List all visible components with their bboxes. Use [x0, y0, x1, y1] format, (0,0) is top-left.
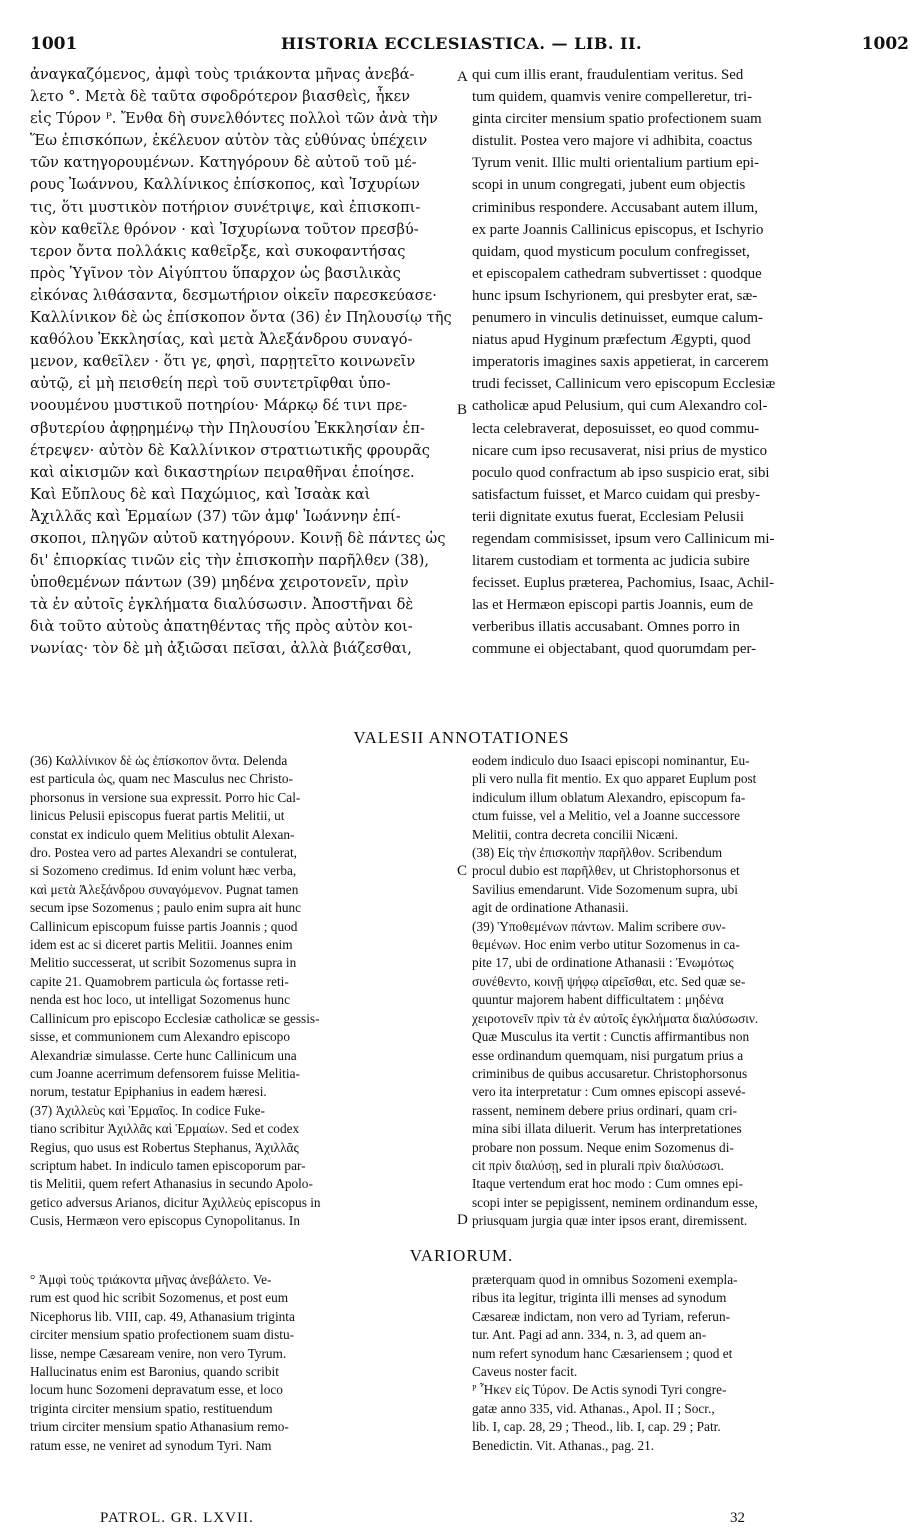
- text-line: verberibus illatis accusabant. Omnes porro in: [472, 619, 740, 636]
- annotations-right-column: [472, 752, 910, 1231]
- text-line: έτρεψεν· αὐτὸν δὲ Καλλίνικον στρατιωτικῆς φρουρᾶς: [30, 441, 430, 459]
- text-line: νωνίας· τὸν δὲ μὴ ἀξιῶσαι πεῖσαι, ἀλλὰ βιάζεσθαι,: [30, 640, 412, 658]
- text-line: (38) Εἰς τὴν ἐπισκοπὴν παρῆλθον. Scribendum: [472, 845, 723, 861]
- text-line: capite 21. Quamobrem particula ὡς fortasse reti-: [30, 973, 289, 989]
- page-number-right: 1002: [861, 34, 909, 54]
- text-line: Καλλίνικον δὲ ὡς ἐπίσκοπον ὄντα (36) ἐν Πηλουσίῳ τῆς: [30, 309, 452, 327]
- text-line: pite 17, ubi de ordinatione Athanasii : Ἐνωμότως: [472, 955, 734, 971]
- text-line: quuntur majorem habent difficultatem : μηδένα: [472, 992, 724, 1008]
- footer-signature: 32: [730, 1510, 745, 1526]
- text-line: ἀναγκαζόμενος, ἀμφὶ τοὺς τριάκοντα μῆνας ἀνεβά-: [30, 66, 415, 83]
- text-line: tis Melitii, quem refert Athanasius in secundo Apolo-: [30, 1176, 313, 1192]
- text-line: scopi in unum congregati, jubent eum objectis: [472, 177, 746, 194]
- footer-series: PATROL. GR. LXVII.: [100, 1510, 254, 1526]
- text-line: si Sozomeno credimus. Id enim volunt hæc verba,: [30, 863, 297, 879]
- text-line: ginta circiter mensium spatio profectionem suam: [472, 111, 762, 128]
- text-line: getico adversus Arianos, dicitur Ἀχιλλεὺς episcopus in: [30, 1194, 321, 1210]
- text-line: penumero in vinculis detinuisset, eumque calum-: [472, 310, 763, 327]
- text-line: idem est ac si diceret partis Melitii. Joannes enim: [30, 937, 293, 953]
- latin-text-column: [472, 64, 908, 661]
- text-line: locum hunc Sozomeni depravatum esse, et loco: [30, 1382, 283, 1398]
- text-line: ribus ita legitur, triginta illi menses ad synodum: [472, 1290, 727, 1306]
- text-line: imperatoris imagines saxis appetierat, in carcerem: [472, 354, 769, 371]
- text-line: rassent, neminem debere prius ordinari, quam cri-: [472, 1102, 738, 1118]
- text-line: est particula ὡς, quam nec Masculus nec Christo-: [30, 771, 293, 787]
- text-line: las et Hermæon episcopi partis Joannis, eum de: [472, 597, 754, 614]
- text-line: λετο °. Μετὰ δὲ ταῦτα σφοδρότερον βιασθεὶς, ἧκεν: [30, 88, 411, 106]
- text-line: Callinicum pro episcopo Ecclesiæ catholicæ se gessis-: [30, 1010, 320, 1026]
- text-line: triginta circiter mensium spatio, restituendum: [30, 1400, 273, 1416]
- text-line: τῶν κατηγορουμένων. Κατηγόρουν δὲ αὐτοῦ τοῦ μέ-: [30, 154, 417, 172]
- text-line: Nicephorus lib. VIII, cap. 49, Athanasium triginta: [30, 1308, 295, 1324]
- text-line: κὸν καθεῖλε θρόνον · καὶ Ἰσχυρίωνα τοῦτον πρεσβύ-: [30, 220, 419, 238]
- text-line: Cæsareæ indictam, non vero ad Tyriam, referun-: [472, 1308, 731, 1324]
- text-line: Tyrum venit. Illic multi orientalium partium epi-: [472, 155, 760, 172]
- text-line: commune ei objectabant, quod quorumdam per-: [472, 641, 757, 658]
- text-line: Quæ Musculus ita vertit : Cunctis affirmantibus non: [472, 1029, 750, 1045]
- text-line: trium circiter mensium spatio Athanasium remo-: [30, 1419, 289, 1435]
- text-line: rum est quod hic scribit Sozomenus, et post eum: [30, 1290, 289, 1306]
- text-line: Itaque vertendum erat hoc modo : Cum omnes epi-: [472, 1176, 744, 1192]
- text-line: εἰκόνας λιθάσαντα, δεσμωτήριον οἰκεῖν παρεσκεύασε·: [30, 286, 437, 304]
- text-line: lib. I, cap. 28, 29 ; Theod., lib. I, cap. 29 ; Patr.: [472, 1419, 721, 1435]
- text-line: dro. Postea vero ad partes Alexandri se contulerat,: [30, 845, 297, 861]
- margin-marker-a: A: [457, 69, 468, 85]
- text-line: circiter mensium spatio profectionem suam distu-: [30, 1327, 295, 1343]
- text-line: distulit. Postea vero majore vi adhibita, coactus: [472, 133, 753, 150]
- text-line: ὑποθεμένων πάντων (39) μηδένα χειροτονεῖν, πρὶν: [30, 574, 409, 592]
- text-line: eodem indiculo duo Isaaci episcopi nominantur, Eu-: [472, 753, 750, 768]
- text-line: præterquam quod in omnibus Sozomeni exempla-: [472, 1272, 738, 1287]
- variorum-heading: VARIORUM.: [409, 1246, 514, 1265]
- text-line: Regius, quo usus est Robertus Stephanus, Ἀχιλλᾶς: [30, 1139, 299, 1155]
- text-line: quidam, quod mysticum poculum confregisset,: [472, 243, 750, 260]
- text-line: priusquam jurgia quæ inter ipsos erant, diremissent.: [472, 1213, 748, 1229]
- text-line: Callinicum episcopum fuisse partis Joannis ; quod: [30, 918, 298, 934]
- text-line: διὰ τοῦτο αὐτοὺς ἀπατηθέντας τῆς πρὸς αὐτὸν κοι-: [30, 618, 413, 636]
- text-line: num refert synodum hanc Cæsariensem ; quod et: [472, 1345, 733, 1361]
- text-line: satisfactum fuisset, et Marco cuidam qui presby-: [472, 486, 761, 503]
- text-line: sisse, et communionem cum Alexandro episcopo: [30, 1029, 290, 1045]
- text-line: linicus Pelusii episcopus fuerat partis Melitii, ut: [30, 808, 285, 824]
- text-line: qui cum illis erant, fraudulentiam veritus. Sed: [472, 67, 744, 83]
- margin-marker-c: C: [457, 863, 468, 879]
- text-line: norum, testatur Epiphanius in eadem hæresi.: [30, 1084, 267, 1100]
- variorum-right-column: [472, 1271, 910, 1455]
- text-line: criminibus de quibus accusaretur. Christophorsonus: [472, 1065, 748, 1081]
- text-line: χειροτονεῖν πρὶν τὰ ἐν αὐτοῖς ἐγκλήματα διαλύσωσιν.: [472, 1010, 759, 1026]
- text-line: συνέθεντο, κοινῇ ψήφῳ αἱρεῖσθαι, etc. Sed quæ se-: [472, 973, 746, 989]
- text-line: Melitio successerat, ut scribit Sozomenus supra in: [30, 955, 297, 971]
- annotations-heading: VALESII ANNOTATIONES: [353, 728, 570, 747]
- text-line: σβυτερίου ἀφῃρημένῳ τὴν Πηλουσίου Ἐκκλησίαν ἐπ-: [30, 419, 425, 437]
- text-line: cit πρὶν διαλύσῃ, sed in plurali πρὶν διαλύσωσι.: [472, 1157, 724, 1173]
- text-line: καὶ μετὰ Ἀλεξάνδρου συναγόμενον. Pugnat tamen: [30, 881, 299, 897]
- margin-marker-b: B: [457, 402, 468, 418]
- text-line: poculo quod confractum ab ipso suspicio erat, sibi: [472, 464, 770, 481]
- text-line: καὶ αἰκισμῶν καὶ δικαστηρίων πειραθῆναι ἐποίησε.: [30, 463, 415, 481]
- text-line: scriptum habet. In indiculo tamen episcoporum par-: [30, 1157, 306, 1173]
- text-line: indiculum illum oblatum Alexandro, episcopum fa-: [472, 789, 746, 805]
- text-line: τερον ὄντα πολλάκις καθεῖρξε, καὶ συκοφαντήσας: [30, 242, 406, 260]
- text-line: σκοποι, πληγῶν αὐτοῦ κατηγόρουν. Κοινῇ δὲ πάντες ὡς: [30, 529, 446, 547]
- text-line: πρὸς Ὑγῖνον τὸν Αἰγύπτου ὕπαρχον ὡς βασιλικὰς: [30, 264, 401, 282]
- text-line: (36) Καλλίνικον δὲ ὡς ἐπίσκοπον ὄντα. Delenda: [30, 753, 288, 768]
- text-line: ᴾ Ἧκεν εἰς Τύρον. De Actis synodi Tyri congre-: [472, 1382, 727, 1398]
- text-line: esse ordinandum quemquam, nisi purgatum prius a: [472, 1047, 744, 1063]
- text-line: δι' ἐπιορκίας τινῶν εἰς τὴν ἐπισκοπὴν παρῆλθεν (38),: [30, 552, 430, 570]
- text-line: αὐτῷ, εἰ μὴ πεισθείη περὶ τοῦ συντετρῖφθαι ὑπο-: [30, 375, 391, 393]
- text-line: Καὶ Εὔπλους δὲ καὶ Παχώμιος, καὶ Ἰσαὰκ καὶ: [30, 485, 371, 503]
- text-line: τὰ ἐν αὐτοῖς ἐγκλήματα διαλύσωσιν. Ἀποστῆναι δὲ: [30, 596, 414, 614]
- text-line: phorsonus in versione sua expressit. Porro hic Cal-: [30, 789, 301, 805]
- page-number-left: 1001: [30, 34, 78, 54]
- text-line: tur. Ant. Pagi ad ann. 334, n. 3, ad quem an-: [472, 1327, 707, 1343]
- text-line: trudi fecisset, Callinicum vero episcopum Ecclesiæ: [472, 376, 776, 393]
- text-line: cum Joanne acerrimum defensorem fuisse Melitia-: [30, 1065, 300, 1081]
- text-line: lecta celebraverat, deposuisset, eo quod commu-: [472, 420, 760, 437]
- text-line: scopi inter se pepigissent, neminem ordinandum esse,: [472, 1194, 758, 1210]
- text-line: vero ita interpretatur : Cum omnes episcopi assevé-: [472, 1084, 746, 1100]
- margin-marker-d: D: [457, 1212, 468, 1228]
- text-line: et episcopalem cathedram subvertisset : quodque: [472, 265, 762, 282]
- text-line: ctum fuisse, vel a Melitio, vel a Joanne successore: [472, 808, 741, 824]
- text-line: ratum esse, ne veniret ad synodum Tyri. Nam: [30, 1437, 272, 1453]
- text-line: Caveus noster facit.: [472, 1364, 578, 1380]
- text-line: hunc ipsum Ischyrionem, qui presbyter erat, sæ-: [472, 287, 758, 304]
- text-line: constat ex indiculo quem Melitius obtulit Alexan-: [30, 826, 295, 842]
- text-line: probare non possum. Neque enim Sozomenus di-: [472, 1139, 734, 1155]
- text-line: τις, ὅτι μυστικὸν ποτήριον συνέτριψε, καὶ ἐπισκοπι-: [30, 198, 421, 216]
- text-line: tum quidem, quamvis venire compelleretur, tri-: [472, 89, 753, 106]
- text-line: εἰς Τύρον ᴾ. Ἔνθα δὴ συνελθόντες πολλοὶ τῶν ἀνὰ τὴν: [30, 110, 438, 128]
- text-line: Melitii, contra decreta concilii Nicæni.: [472, 826, 679, 842]
- page-header: [0, 34, 923, 56]
- text-line: ° Ἀμφὶ τοὺς τριάκοντα μῆνας ἀνεβάλετο. Ve-: [30, 1272, 272, 1287]
- text-line: secum ipse Sozomenus ; paulo enim supra ait hunc: [30, 900, 302, 916]
- text-line: μενον, καθεῖλεν · ὅτι γε, φησὶ, παρῃτεῖτο κοινωνεῖν: [30, 353, 416, 371]
- text-line: niatus apud Hyginum præfectum Ægypti, quod: [472, 332, 751, 349]
- variorum-left-column: [30, 1271, 456, 1455]
- text-line: Ἕω ἐπισκόπων, ἐκέλευον αὐτὸν τὰς εὐθύνας ὑπέχειν: [30, 132, 428, 150]
- text-line: Alexandriæ simulasse. Certe hunc Callinicum una: [30, 1047, 297, 1063]
- text-line: agit de ordinatione Athanasii.: [472, 900, 629, 916]
- greek-text-column: [30, 64, 454, 661]
- text-line: καθόλου Ἐκκλησίας, καὶ μετὰ Ἀλεξάνδρου συναγό-: [30, 331, 413, 349]
- text-line: criminibus respondere. Accusabant autem illum,: [472, 199, 758, 216]
- text-line: Cusis, Hermæon vero episcopus Cynopolitanus. In: [30, 1213, 300, 1229]
- text-line: lisse, nempe Cæsaream venire, non vero Tyrum.: [30, 1345, 287, 1361]
- text-line: mina sibi illata diluerit. Verum has interpretationes: [472, 1121, 742, 1137]
- text-line: litarem custodiam et tormenta ac judicia subire: [472, 553, 750, 570]
- text-line: (37) Ἀχιλλεὺς καὶ Ἑρμαῖος. In codice Fuke-: [30, 1102, 265, 1118]
- annotations-left-column: [30, 752, 456, 1231]
- text-line: terii dignitate exutus fuerat, Ecclesiam Pelusii: [472, 508, 745, 525]
- text-line: ρους Ἰωάννου, Καλλίνικος ἐπίσκοπος, καὶ Ἰσχυρίων: [30, 176, 420, 194]
- text-line: fecisset. Euplus præterea, Pachomius, Isaac, Achil-: [472, 575, 775, 592]
- text-line: catholicæ apud Pelusium, qui cum Alexandro col-: [472, 398, 768, 415]
- text-line: ex parte Joannis Callinicus episcopus, et Ischyrio: [472, 221, 764, 238]
- text-line: gatæ anno 335, vid. Athanas., Apol. II ; Socr.,: [472, 1400, 715, 1416]
- text-line: tiano scribitur Ἀχιλλᾶς καὶ Ἑρμαίων. Sed et codex: [30, 1121, 300, 1137]
- text-line: (39) Ὑποθεμένων πάντων. Malim scribere συν-: [472, 918, 726, 934]
- text-line: Ἀχιλλᾶς καὶ Ἑρμαίων (37) τῶν ἀμφ' Ἰωάννην ἐπί-: [30, 507, 401, 525]
- text-line: νοουμένου μυστικοῦ ποτηρίου· Μάρκῳ δέ τινι πρε-: [30, 397, 408, 415]
- text-line: Savilius emendarunt. Vide Sozomenum supra, ubi: [472, 881, 738, 897]
- text-line: nenda est hoc loco, ut intelligat Sozomenus hunc: [30, 992, 290, 1008]
- text-line: procul dubio est παρῆλθεν, ut Christophorsonus et: [472, 863, 740, 879]
- text-line: nicare cum ipso recusaverat, nisi prius de mystico: [472, 442, 768, 459]
- running-title: HISTORIA ECCLESIASTICA. — LIB. II.: [280, 34, 643, 53]
- text-line: regendam commisisset, ipsum vero Callinicum mi-: [472, 530, 775, 547]
- text-line: pli vero nulla fit mentio. Ex quo apparet Euplum post: [472, 771, 757, 787]
- text-line: θεμένων. Hoc enim verbo utitur Sozomenus in ca-: [472, 937, 740, 953]
- text-line: Hallucinatus enim est Baronius, quando scribit: [30, 1364, 279, 1380]
- text-line: Benedictin. Vit. Athanas., pag. 21.: [472, 1437, 655, 1453]
